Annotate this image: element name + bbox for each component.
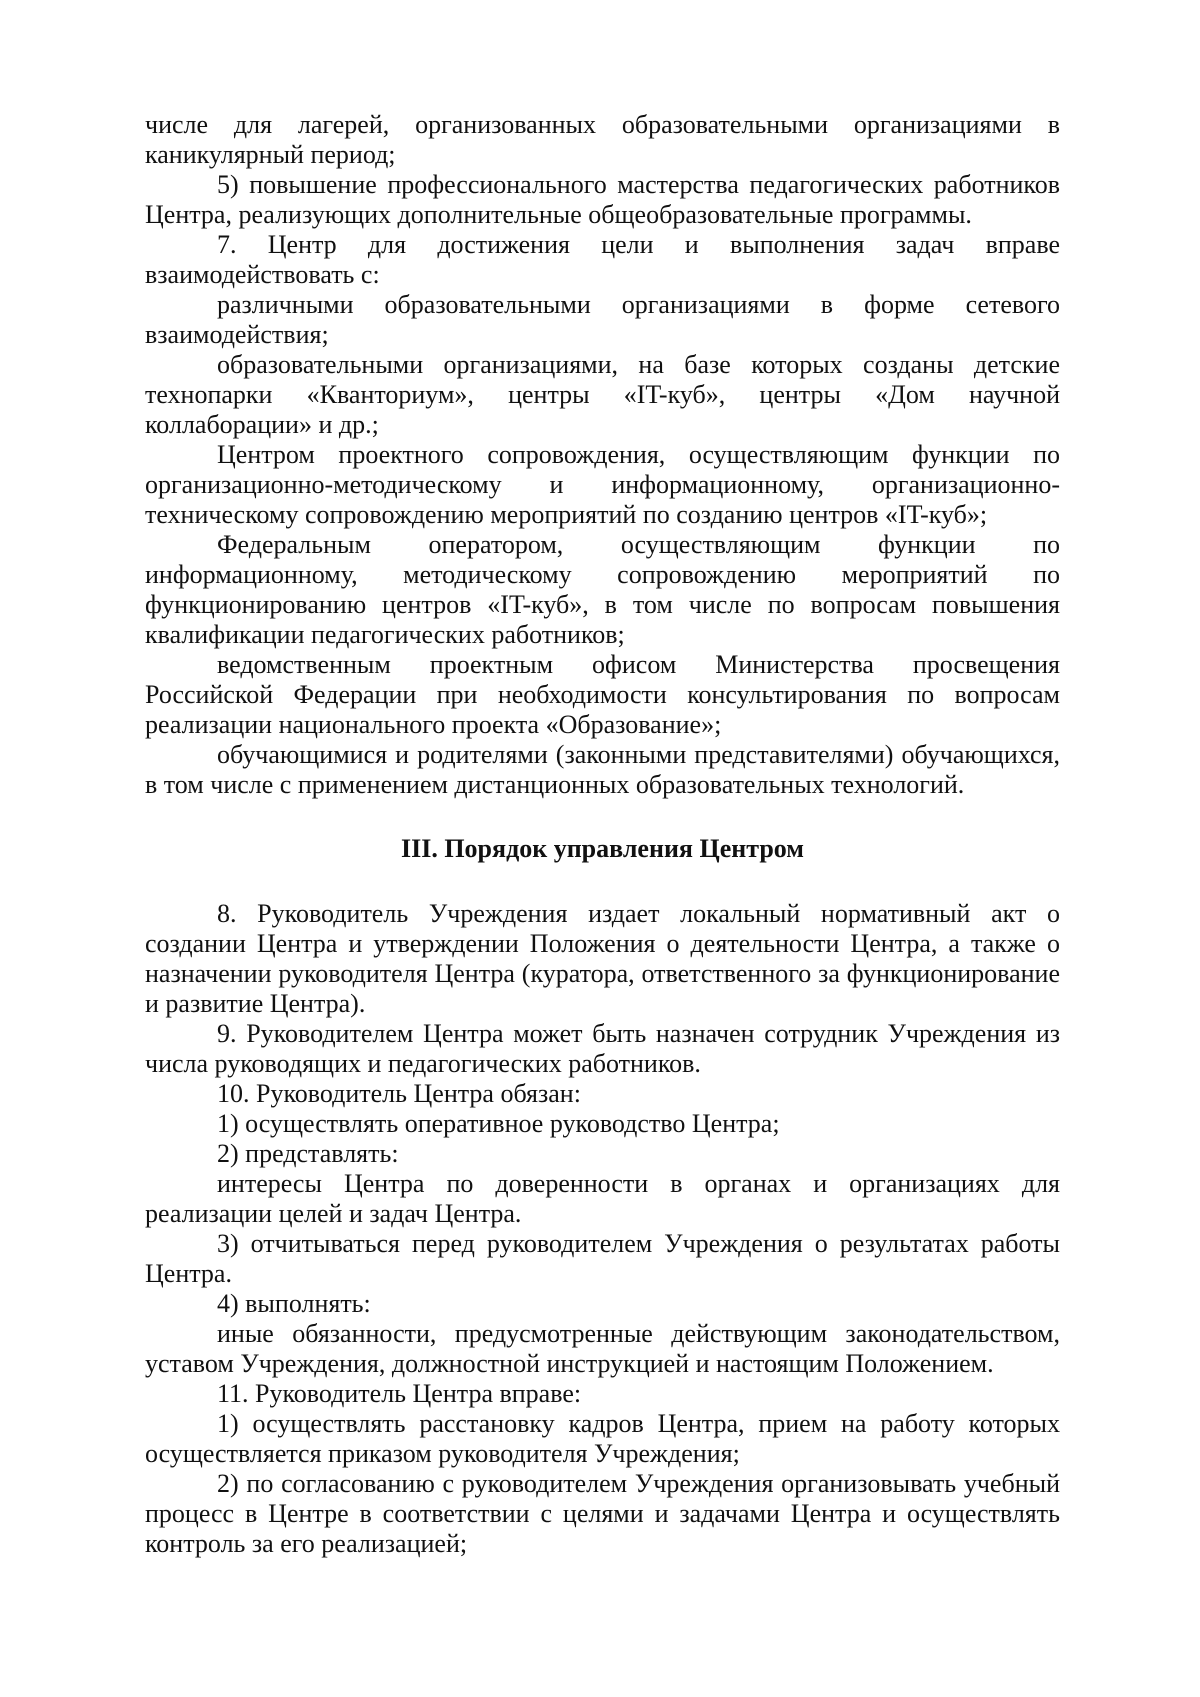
paragraph: интересы Центра по доверенности в органах и организациях для реализации целей и задач Центра. [145,1169,1060,1228]
paragraph: 7. Центр для достижения цели и выполнения задач вправе взаимодействовать с: [145,230,1060,289]
paragraph: различными образовательными организациями в форме сетевого взаимодействия; [145,290,1060,349]
paragraph: 10. Руководитель Центра обязан: [217,1079,581,1108]
paragraph: 1) осуществлять расстановку кадров Центра, прием на работу которых осуществляется приказом руководителя Учреждения; [145,1409,1060,1468]
paragraphs-top-section [145,110,1060,800]
paragraph: 4) выполнять: [217,1289,371,1318]
paragraph: 11. Руководитель Центра вправе: [217,1379,582,1408]
section-heading: III. Порядок управления Центром [400,834,805,863]
paragraph: 2) представлять: [217,1139,399,1168]
paragraph: 8. Руководитель Учреждения издает локальный нормативный акт о создании Центра и утверждении Положения о деятельности Центра, а также о назначении руководителя Центра (куратора, ответственного за функционирование и развитие Центра). [145,899,1060,1018]
paragraph: числе для лагерей, организованных образовательными организациями в каникулярный период; [145,110,1060,169]
paragraph: 9. Руководителем Центра может быть назначен сотрудник Учреждения из числа руководящих и педагогических работников. [145,1019,1060,1078]
paragraph: образовательными организациями, на базе которых созданы детские технопарки «Кванториум», центры «IT-куб», центры «Дом научной коллаборации» и др.; [145,350,1060,439]
paragraph: 3) отчитываться перед руководителем Учреждения о результатах работы Центра. [145,1229,1060,1288]
document-page [145,110,1060,1559]
paragraph: иные обязанности, предусмотренные действующим законодательством, уставом Учреждения, должностной инструкцией и настоящим Положением. [145,1319,1060,1378]
paragraph: обучающимися и родителями (законными представителями) обучающихся, в том числе с применением дистанционных образовательных технологий. [145,740,1060,799]
paragraphs-bottom-section [145,899,1060,1559]
paragraph: 1) осуществлять оперативное руководство Центра; [217,1109,780,1138]
paragraph: ведомственным проектным офисом Министерства просвещения Российской Федерации при необходимости консультирования по вопросам реализации национального проекта «Образование»; [145,650,1060,739]
paragraph: Центром проектного сопровождения, осуществляющим функции по организационно-методическому и информационному, организационно-техническому сопровождению мероприятий по созданию центров «IT-куб»; [145,440,1060,529]
paragraph: Федеральным оператором, осуществляющим функции по информационному, методическому сопровождению мероприятий по функционированию центров «IT-куб», в том числе по вопросам повышения квалификации педагогических работников; [145,530,1060,649]
paragraph: 2) по согласованию с руководителем Учреждения организовывать учебный процесс в Центре в соответствии с целями и задачами Центра и осуществлять контроль за его реализацией; [145,1469,1060,1558]
paragraph: 5) повышение профессионального мастерства педагогических работников Центра, реализующих дополнительные общеобразовательные программы. [145,170,1060,229]
